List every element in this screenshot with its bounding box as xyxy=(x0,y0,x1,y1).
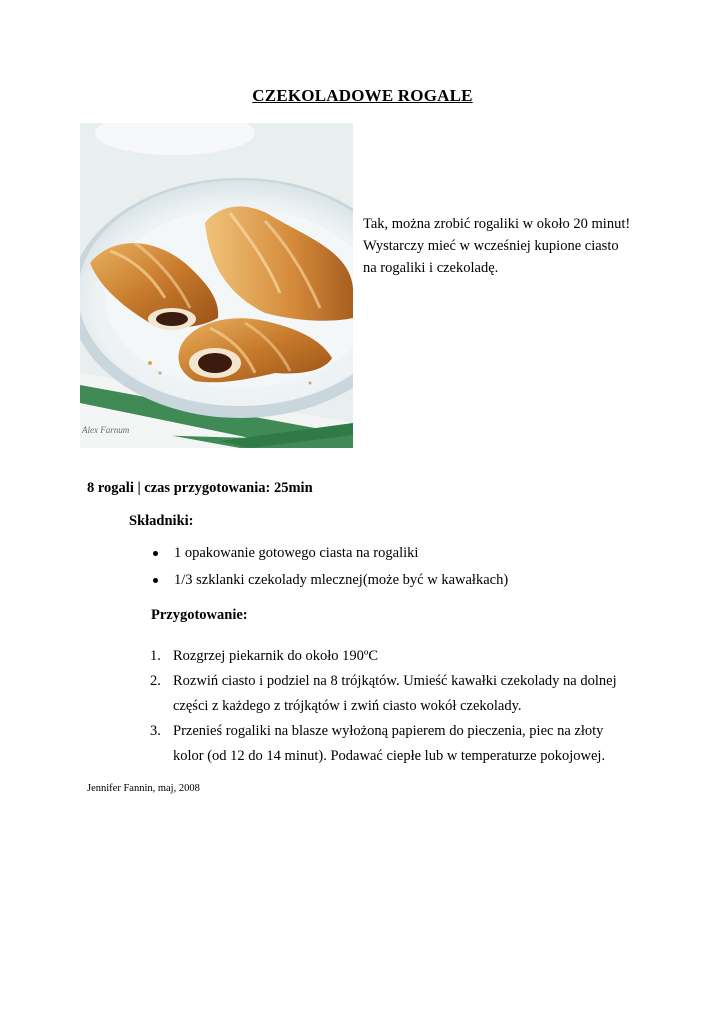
recipe-title: CZEKOLADOWE ROGALE xyxy=(252,86,473,105)
intro-line: Tak, można zrobić rogaliki w około 20 minut! xyxy=(363,216,631,232)
ingredient-text: 1 opakowanie gotowego ciasta na rogaliki xyxy=(174,545,419,561)
croissants-illustration xyxy=(80,123,353,448)
ingredients-list xyxy=(150,542,508,596)
intro-line: Wystarczy mieć w wcześniej kupione ciasto xyxy=(363,238,619,254)
ingredient-text: 1/3 szklanki czekolady mlecznej(może być w kawałkach) xyxy=(174,572,509,588)
list-item xyxy=(150,569,508,596)
step-text: Rozwiń ciasto i podziel na 8 trójkątów. Umieść kawałki czekolady na dolnej xyxy=(173,673,617,689)
list-item xyxy=(150,644,617,669)
bullet-icon xyxy=(153,551,158,556)
list-item xyxy=(150,719,617,769)
intro-line: na rogaliki i czekoladę. xyxy=(363,260,499,276)
step-number: 3. xyxy=(150,723,161,739)
author-footer: Jennifer Fannin, maj, 2008 xyxy=(87,783,200,794)
photo-credit: Alex Farnum xyxy=(82,425,130,435)
bullet-icon xyxy=(153,578,158,583)
list-item xyxy=(150,669,617,719)
preparation-steps xyxy=(150,644,617,769)
step-text: kolor (od 12 do 14 minut). Podawać ciepłe lub w temperaturze pokojowej. xyxy=(173,748,606,764)
step-text: Przenieś rogaliki na blasze wyłożoną papierem do pieczenia, piec na złoty xyxy=(173,723,604,739)
list-item xyxy=(150,542,508,569)
step-text: części z każdego z trójkątów i zwiń ciasto wokół czekolady. xyxy=(173,698,522,714)
ingredients-heading: Składniki: xyxy=(129,513,194,529)
step-number: 2. xyxy=(150,673,161,689)
preparation-heading: Przygotowanie: xyxy=(151,607,248,623)
croissants-photo xyxy=(80,123,353,448)
yield-and-time: 8 rogali | czas przygotowania: 25min xyxy=(87,480,313,496)
step-number: 1. xyxy=(150,648,161,664)
step-text: Rozgrzej piekarnik do około 190ºC xyxy=(173,648,379,664)
intro-text xyxy=(363,213,663,279)
